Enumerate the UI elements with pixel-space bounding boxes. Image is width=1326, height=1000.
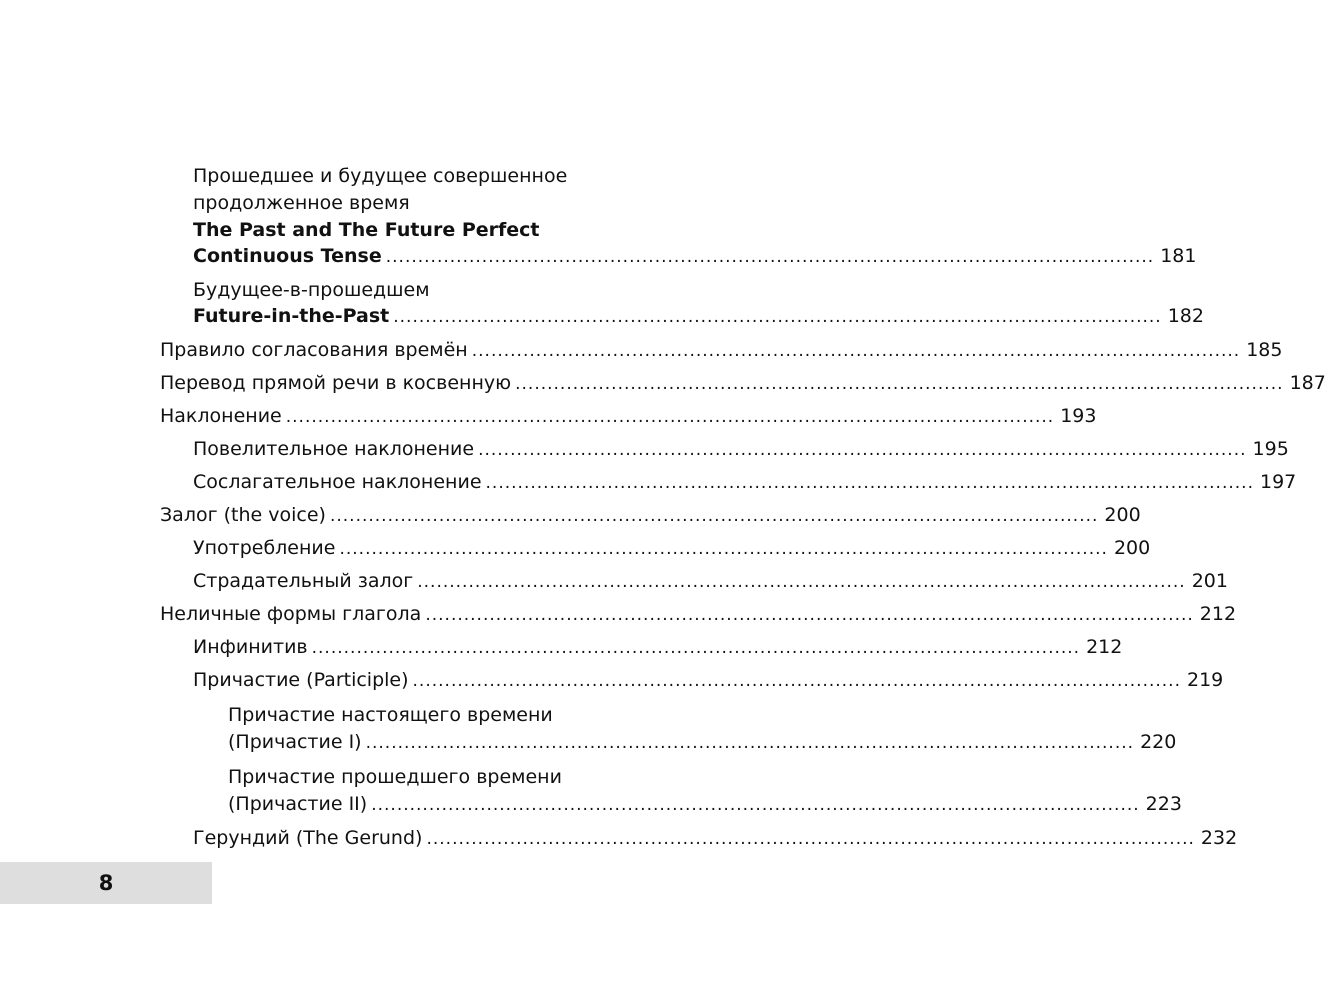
- toc-entry: [160, 338, 1283, 362]
- toc-entry-title: Правило согласования времён: [160, 339, 468, 361]
- toc-entry-title: Герундий (The Gerund): [193, 827, 423, 849]
- toc-entry-title: Наклонение: [160, 405, 282, 427]
- toc-entry: [228, 703, 553, 727]
- toc-entry: [193, 191, 410, 215]
- toc-entry: [193, 304, 1204, 328]
- toc-entry-title: Неличные формы глагола: [160, 603, 422, 625]
- toc-leader-dots: ........................................................................................................................: [515, 374, 1284, 394]
- toc-entry-title: Причастие (Participle): [193, 669, 409, 691]
- toc-entry-title: Future-in-the-Past: [193, 305, 390, 327]
- toc-entry-page: 232: [1200, 827, 1238, 849]
- toc-entry-title: Страдательный залог: [193, 570, 414, 592]
- toc-entry-title: Повелительное наклонение: [193, 438, 475, 460]
- toc-entry-page: 212: [1086, 636, 1123, 658]
- toc-entry-page: 201: [1191, 570, 1228, 592]
- toc-leader-dots: ........................................................................................................................: [311, 638, 1081, 658]
- toc-entry: [193, 826, 1238, 850]
- toc-entry: [160, 404, 1097, 428]
- toc-entry-title: Залог (the voice): [160, 504, 326, 526]
- toc-entry-page: 185: [1246, 339, 1283, 361]
- toc-entry-title: Перевод прямой речи в косвенную: [160, 372, 512, 394]
- toc-leader-dots: ........................................................................................................................: [285, 407, 1055, 427]
- toc-entry: [193, 218, 540, 242]
- toc-leader-dots: ........................................................................................................................: [425, 605, 1194, 625]
- toc-entry-page: 223: [1145, 793, 1182, 815]
- toc-entry: [160, 602, 1237, 626]
- toc-leader-dots: ........................................................................................................................: [385, 247, 1155, 267]
- toc-entry: [193, 536, 1151, 560]
- toc-entry: [160, 371, 1326, 395]
- toc-entry-title: Continuous Tense: [193, 245, 382, 267]
- toc-leader-dots: ........................................................................................................................: [417, 572, 1186, 592]
- toc-leader-dots: ........................................................................................................................: [478, 440, 1247, 460]
- toc-entry-page: 212: [1199, 603, 1237, 625]
- toc-leader-dots: ........................................................................................................................: [471, 341, 1241, 361]
- toc-entry: [193, 244, 1197, 268]
- toc-entry-title: продолженное время: [193, 192, 410, 214]
- toc-entry-page: 187: [1289, 372, 1326, 394]
- toc-entry-page: 181: [1160, 245, 1197, 267]
- toc-entry: [193, 164, 567, 188]
- toc-leader-dots: ........................................................................................................................: [365, 733, 1135, 753]
- toc-entry: [193, 635, 1123, 659]
- toc-leader-dots: ........................................................................................................................: [339, 539, 1108, 559]
- toc-entry: [193, 278, 430, 302]
- page-number-label: 8: [98, 871, 114, 895]
- toc-leader-dots: ........................................................................................................................: [371, 795, 1140, 815]
- toc-leader-dots: ........................................................................................................................: [426, 829, 1195, 849]
- toc-entry-page: 220: [1140, 731, 1177, 753]
- toc-entry-page: 193: [1060, 405, 1097, 427]
- toc-entry: [228, 730, 1177, 754]
- toc-entry-page: 200: [1113, 537, 1151, 559]
- toc-entry: [193, 437, 1289, 461]
- toc-leader-dots: ........................................................................................................................: [485, 473, 1254, 493]
- toc-entry-title: Прошедшее и будущее совершенное: [193, 165, 568, 187]
- toc-leader-dots: ........................................................................................................................: [412, 671, 1181, 691]
- toc-entry-title: (Причастие I): [228, 731, 362, 753]
- toc-entry: [193, 668, 1224, 692]
- toc-entry-page: 195: [1252, 438, 1289, 460]
- toc-entry-title: Инфинитив: [193, 636, 308, 658]
- toc-entry-page: 200: [1104, 504, 1141, 526]
- toc-entry-page: 197: [1259, 471, 1297, 493]
- toc-entry-title: Причастие настоящего времени: [228, 704, 553, 726]
- page-number: [0, 862, 212, 904]
- toc-entry: [160, 503, 1141, 527]
- toc-entry-title: Употребление: [193, 537, 336, 559]
- toc-leader-dots: ........................................................................................................................: [393, 307, 1162, 327]
- toc-entry: [193, 569, 1228, 593]
- toc-entry-page: 219: [1187, 669, 1224, 691]
- toc-entry: [228, 792, 1182, 816]
- toc-entry-title: Причастие прошедшего времени: [228, 766, 562, 788]
- toc-entry-title: Будущее-в-прошедшем: [193, 279, 430, 301]
- toc-entry-title: The Past and The Future Perfect: [193, 219, 540, 241]
- toc-entry: [193, 470, 1297, 494]
- toc-entry-page: 182: [1167, 305, 1204, 327]
- toc-entry: [228, 765, 562, 789]
- toc-entry-title: (Причастие II): [228, 793, 368, 815]
- toc-leader-dots: ........................................................................................................................: [329, 506, 1099, 526]
- toc-entry-title: Сослагательное наклонение: [193, 471, 482, 493]
